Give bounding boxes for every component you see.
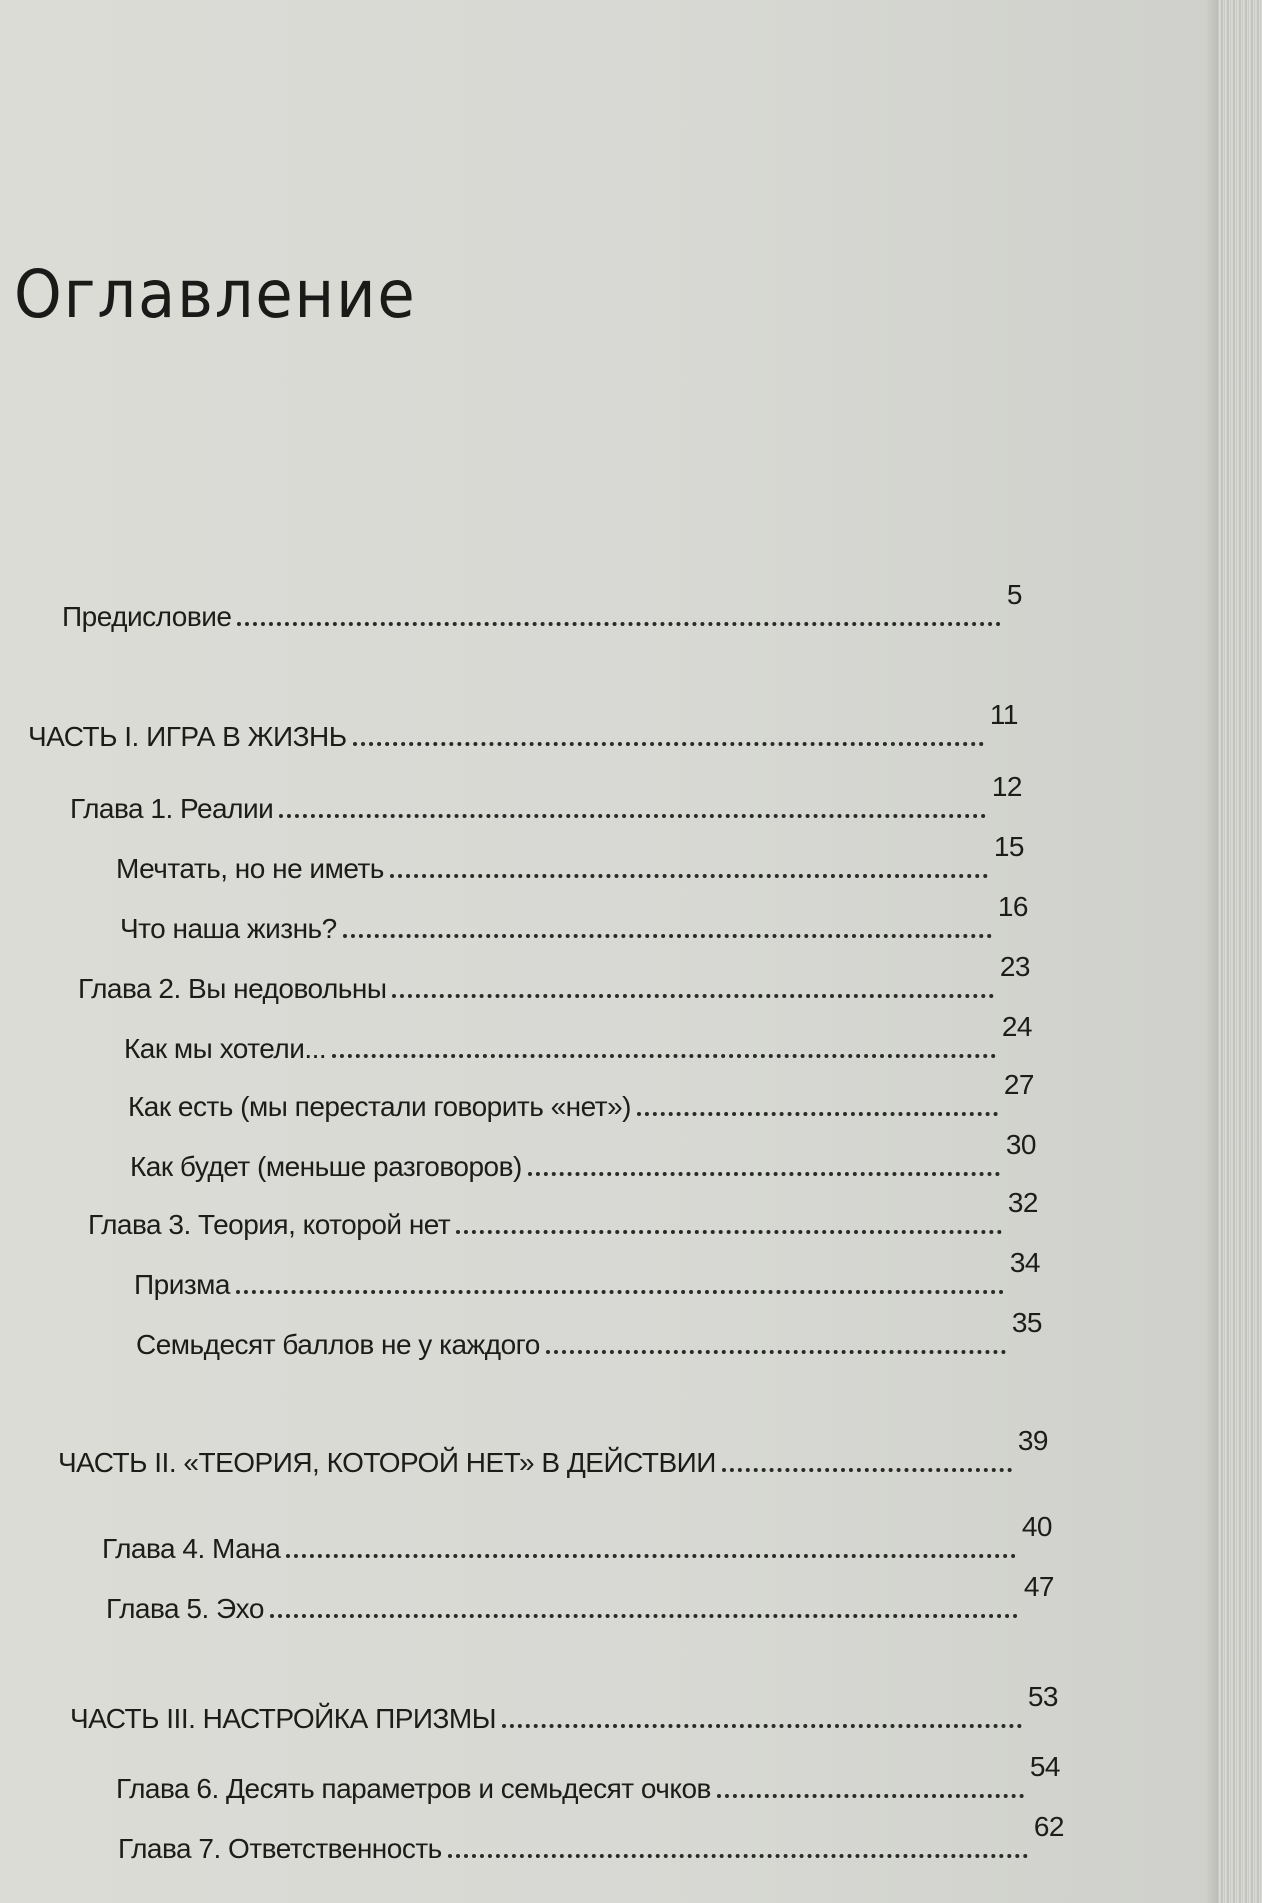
dot-leader [392, 994, 993, 998]
dot-leader [456, 1230, 1002, 1234]
toc-entry-label: ЧАСТЬ II. «ТЕОРИЯ, КОТОРОЙ НЕТ» В ДЕЙСТВИИ [58, 1447, 716, 1478]
toc-entry-label: ЧАСТЬ I. ИГРА В ЖИЗНЬ [28, 721, 347, 752]
dot-leader [546, 1350, 1006, 1354]
toc-entry-section-dream [116, 831, 1024, 886]
toc-entry-chapter-2 [78, 951, 1030, 1006]
toc-entry-label: Что наша жизнь? [120, 913, 337, 944]
toc-entry-chapter-6 [116, 1751, 1060, 1806]
toc-entry-page: 11 [989, 699, 1018, 730]
toc-entry-part-2 [58, 1425, 1048, 1480]
toc-entry-section-prism [134, 1247, 1040, 1302]
toc-entry-page: 23 [999, 951, 1030, 982]
toc-entry-page: 39 [1017, 1425, 1048, 1456]
toc-entry-label: Глава 3. Теория, которой нет [88, 1209, 451, 1240]
toc-entry-label: Мечтать, но не иметь [116, 853, 384, 884]
toc-entry-preface [62, 579, 1022, 634]
dot-leader [448, 1854, 1028, 1858]
toc-entry-label: Глава 2. Вы недовольны [78, 973, 387, 1004]
toc-entry-page: 27 [1003, 1069, 1034, 1100]
toc-entry-label: Глава 5. Эхо [106, 1593, 264, 1624]
toc-entry-chapter-1 [70, 771, 1022, 826]
book-page-edges [1218, 0, 1262, 1903]
toc-entry-label: ЧАСТЬ III. НАСТРОЙКА ПРИЗМЫ [70, 1703, 497, 1734]
toc-entry-page: 53 [1027, 1681, 1058, 1712]
page-gutter-shadow [1205, 0, 1219, 1903]
toc-entry-page: 34 [1009, 1247, 1040, 1278]
dot-leader [390, 874, 988, 878]
toc-entry-section-seventy [136, 1307, 1042, 1362]
toc-entry-page: 16 [997, 891, 1028, 922]
toc-entry-label: Как будет (меньше разговоров) [130, 1151, 522, 1182]
toc-entry-part-1 [28, 699, 1018, 754]
toc-entry-chapter-5 [106, 1571, 1054, 1626]
toc-entry-label: Глава 7. Ответственность [118, 1833, 442, 1864]
dot-leader [502, 1724, 1022, 1728]
dot-leader [279, 814, 986, 818]
dot-leader [343, 934, 992, 938]
toc-entry-page: 24 [1001, 1011, 1032, 1042]
toc-entry-page: 62 [1033, 1811, 1064, 1842]
page-title: Оглавление [14, 256, 417, 333]
dot-leader [332, 1054, 996, 1058]
toc-entry-page: 35 [1011, 1307, 1042, 1338]
dot-leader [528, 1172, 1000, 1176]
toc-entry-label: Глава 1. Реалии [70, 793, 274, 824]
toc-entry-section-as-is [128, 1069, 1034, 1124]
toc-entry-page: 40 [1021, 1511, 1052, 1542]
toc-entry-section-will-be [130, 1129, 1036, 1184]
dot-leader [236, 1290, 1004, 1294]
dot-leader [722, 1468, 1012, 1472]
toc-entry-section-wanted [124, 1011, 1032, 1066]
toc-entry-page: 54 [1029, 1751, 1060, 1782]
toc-entry-chapter-7 [118, 1811, 1064, 1866]
toc-entry-page: 47 [1023, 1571, 1054, 1602]
toc-entry-label: Призма [134, 1269, 230, 1300]
toc-entry-chapter-3 [88, 1187, 1038, 1242]
toc-entry-section-life [120, 891, 1028, 946]
dot-leader [270, 1614, 1018, 1618]
toc-entry-page: 5 [1006, 579, 1022, 610]
dot-leader [237, 622, 1000, 626]
dot-leader [286, 1554, 1016, 1558]
toc-entry-page: 32 [1007, 1187, 1038, 1218]
toc-entry-label: Глава 6. Десять параметров и семьдесят очков [116, 1773, 711, 1804]
toc-entry-label: Как мы хотели... [124, 1033, 327, 1064]
dot-leader [353, 742, 984, 746]
toc-entry-chapter-4 [102, 1511, 1052, 1566]
toc-entry-label: Семьдесят баллов не у каждого [136, 1329, 540, 1360]
toc-entry-page: 15 [993, 831, 1024, 862]
toc-entry-page: 30 [1005, 1129, 1036, 1160]
toc-entry-part-3 [70, 1681, 1058, 1736]
toc-entry-label: Глава 4. Мана [102, 1533, 281, 1564]
toc-entry-page: 12 [991, 771, 1022, 802]
dot-leader [717, 1794, 1024, 1798]
toc-entry-label: Как есть (мы перестали говорить «нет») [128, 1091, 631, 1122]
toc-entry-label: Предисловие [62, 601, 232, 632]
dot-leader [637, 1112, 998, 1116]
